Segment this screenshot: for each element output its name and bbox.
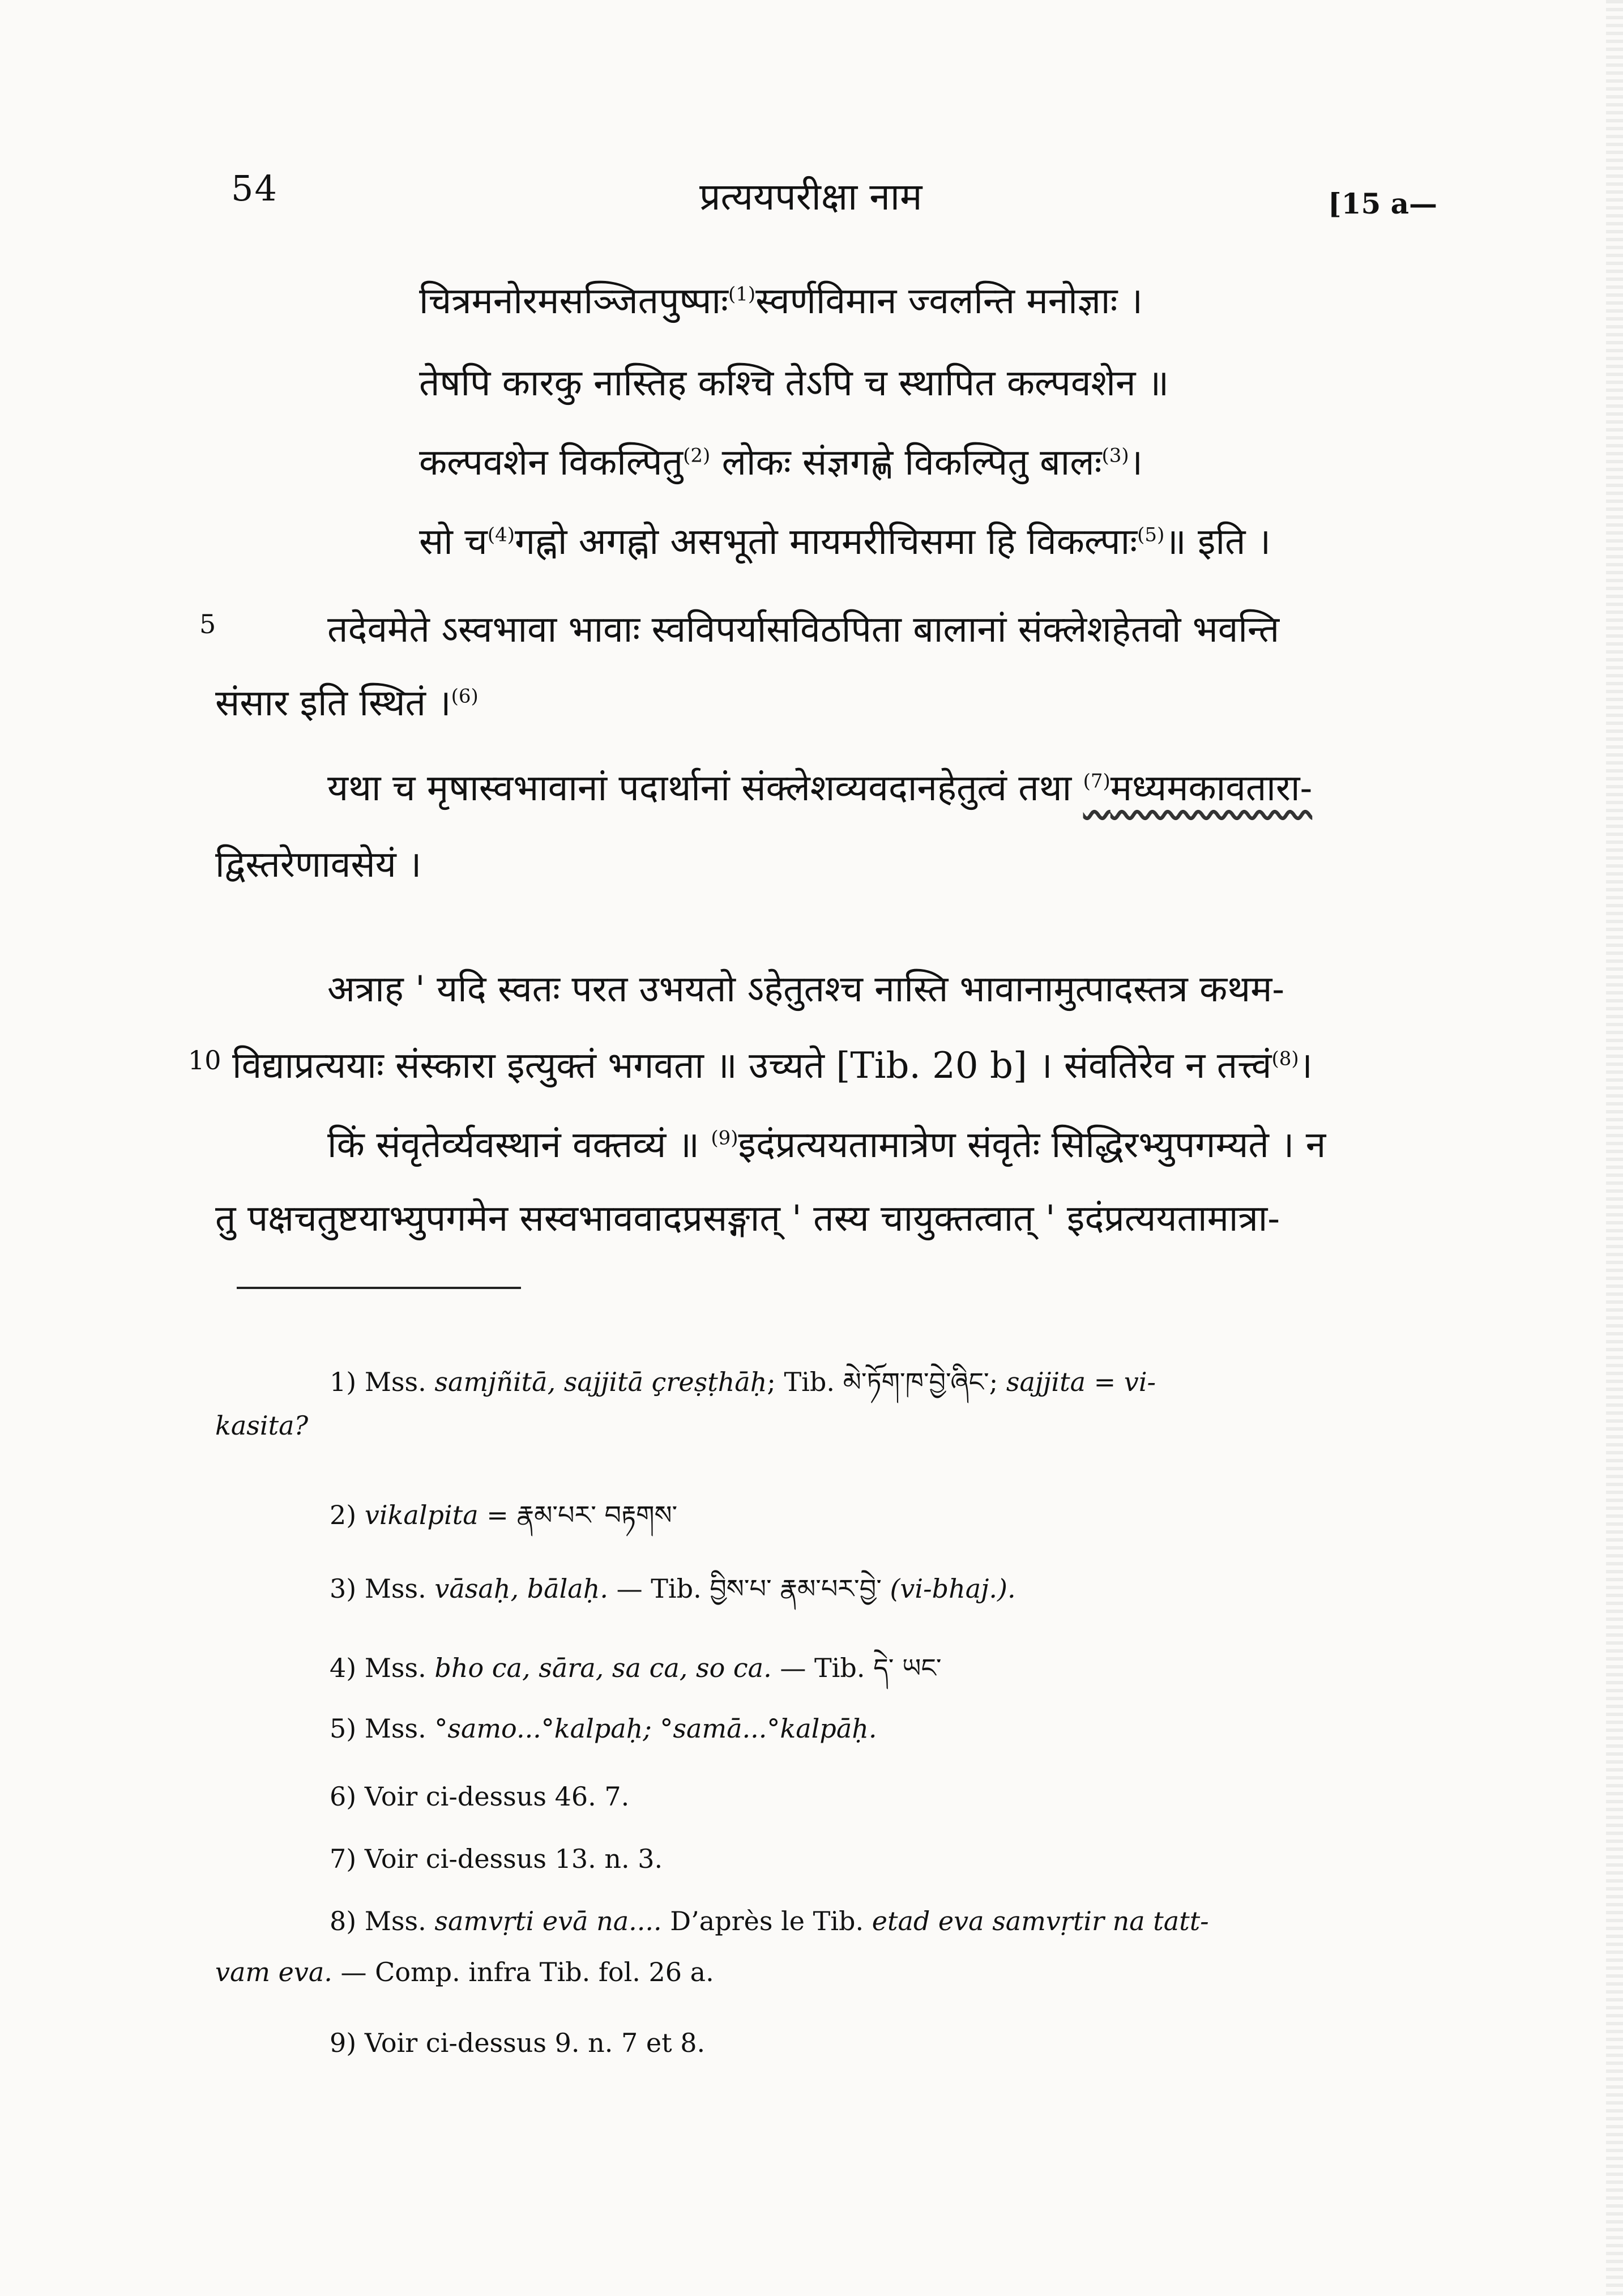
footnote-4: 4) Mss. bho ca, sāra, sa ca, so ca. — Tib. དེ་ ཡང་: [330, 1653, 942, 1683]
verse-line-2: तेषपि कारकु नास्तिह कश्चि तेऽपि च स्थापित कल्पवशेन ॥: [419, 362, 1169, 404]
prose-line: अत्राह ' यदि स्वतः परत उभयतो ऽहेतुतश्च नास्ति भावानामुत्पादस्तत्र कथम-: [327, 968, 1285, 1010]
footnote-mark: (4): [487, 523, 515, 547]
footnote-3: 3) Mss. vāsaḥ, bālaḥ. — Tib. བྱིས་པ་ རྣམ་པར་བྱེ་ (vi-bhaj.).: [330, 1573, 1016, 1604]
line-number: 5: [199, 609, 216, 639]
footnote-mark: (7): [1083, 770, 1111, 793]
page-edge: [1606, 0, 1623, 2296]
footnote-mark: (5): [1137, 523, 1165, 547]
page-number: 54: [231, 168, 278, 209]
footnote-mark: (6): [451, 685, 479, 708]
prose-line: तु पक्षचतुष्टयाभ्युपगमेन सस्वभाववादप्रसङ्गात् ' तस्य चायुक्तत्वात् ' इदंप्रत्ययतामात्रा-: [215, 1198, 1280, 1240]
prose-line: किं संवृतेर्व्यवस्थानं वक्तव्यं ॥ $^{(9)}$इदंप्रत्ययतामात्रेण संवृतेः सिद्धिरभ्युपगम्यते । न: [327, 1124, 1326, 1166]
footnote-mark: (3): [1101, 444, 1129, 467]
footnote-6: 6) Voir ci-dessus 46. 7.: [330, 1781, 630, 1812]
verse-line-1: चित्रमनोरमसञ्जितपुष्पाः$^{(1)}$स्वर्णविमान ज्वलन्ति मनोज्ञाः ।: [419, 280, 1143, 322]
footnote-mark: (1): [728, 283, 756, 306]
prose-line: द्विस्तरेणावसेयं ।: [215, 844, 422, 886]
verse-line-4: सो च$^{(4)}$गह्नो अगह्नो अस‌भूतो मायमरीचिसमा हि विकल्पाः$^{(5)}$॥ इति ।: [419, 521, 1271, 563]
footnote-1-cont: kasita?: [215, 1410, 309, 1441]
folio-reference: [15 a—: [1328, 187, 1438, 220]
prose-line: संसार इति स्थितं ।$^{(6)}$: [215, 682, 479, 724]
footnote-1: 1) Mss. samjñitā, sajjitā çreṣṭhāḥ; Tib. མེ་ཏོག་ཁ་བྱེ་ཞིང་; sajjita = vi-: [330, 1367, 1156, 1397]
footnote-separator: [237, 1287, 521, 1289]
footnote-2: 2) vikalpita = རྣམ་པར་ བརྟགས་: [330, 1500, 678, 1530]
underlined-title: $^{(7)}$मध्यमकावतारा-: [1083, 767, 1313, 809]
footnote-mark: (9): [711, 1126, 738, 1150]
footnote-9: 9) Voir ci-dessus 9. n. 7 et 8.: [330, 2028, 706, 2058]
footnote-8: 8) Mss. samvṛti evā na.... D’après le Tib. etad eva samvṛtir na tatt-: [330, 1906, 1209, 1936]
prose-line: विद्याप्रत्ययाः संस्कारा इत्युक्तं भगवता ॥ उच्यते [Tib. 20 b] । संवतिरेव न तत्त्वं$^{(8)}$।: [232, 1045, 1313, 1087]
running-title: प्रत्ययपरीक्षा नाम: [699, 175, 922, 219]
prose-line: यथा च मृषास्वभावानां पदार्थानां संक्लेशव्यवदानहेतुत्वं तथा $^{(7)}$मध्यमकावतारा-: [327, 767, 1313, 809]
footnote-7: 7) Voir ci-dessus 13. n. 3.: [330, 1843, 663, 1874]
footnote-5: 5) Mss. °samo...°kalpaḥ; °samā...°kalpāḥ.: [330, 1713, 877, 1744]
line-number: 10: [188, 1045, 221, 1076]
verse-line-3: कल्पवशेन विकल्पितु$^{(2)}$ लोकः संज्ञगह्णे विकल्पितु बालः$^{(3)}$।: [419, 442, 1143, 484]
footnote-mark: (2): [683, 444, 711, 467]
prose-line: तदेवमेते ऽस्वभावा भावाः स्वविपर्यासविठपिता बालानां संक्लेशहेतवो भवन्ति: [327, 609, 1280, 651]
footnote-8-cont: vam eva. — Comp. infra Tib. fol. 26 a.: [215, 1957, 714, 1987]
footnote-mark: (8): [1271, 1047, 1299, 1070]
